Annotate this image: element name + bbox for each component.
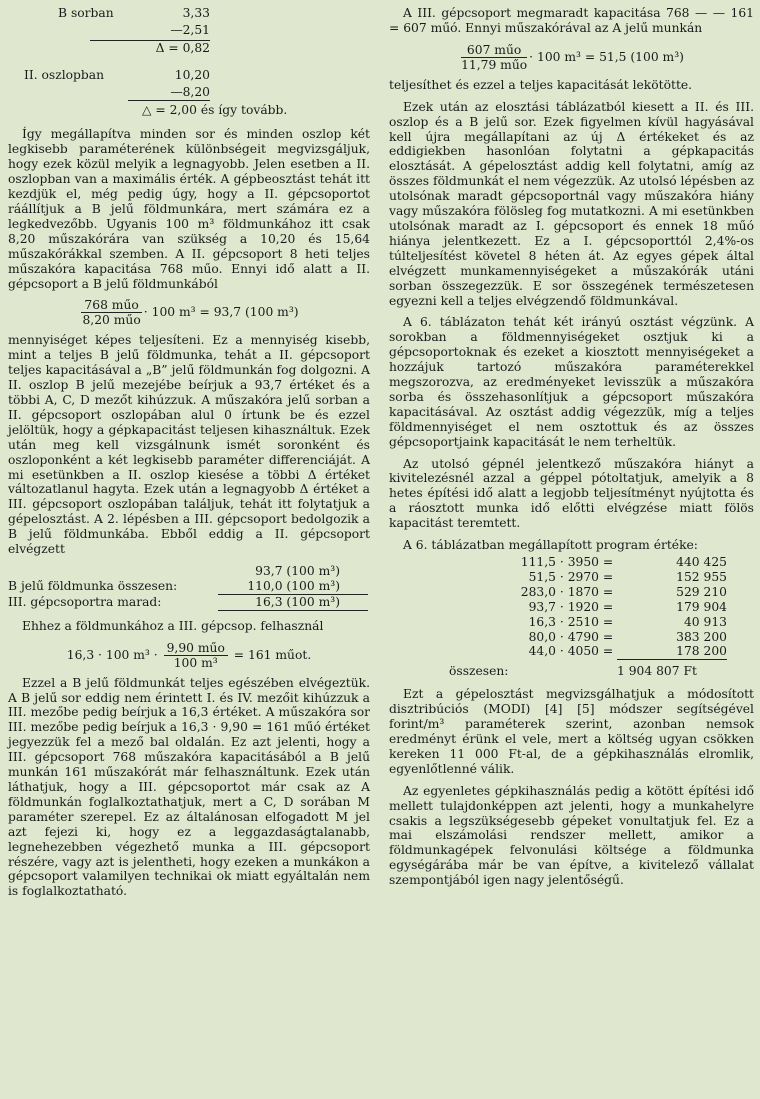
- paragraph: Az utolsó gépnél jelentkező műszakóra hiányt a kivitelezésnél azzal a géppel pótoltatjuk, amelyik a 8 hetes építési idő alatt a legjobb teljesítményt nyújtotta és a ráosztott munka idő előtti elvégzése miatt fölös kapacitást teremtett.: [389, 456, 754, 531]
- equation-rest: · 100 m³ = 51,5 (100 m³): [529, 49, 684, 64]
- fraction: [461, 43, 527, 72]
- calc-value: 10,20: [174, 67, 210, 82]
- program-row: 80,0 · 4790 = 383 200: [389, 630, 754, 645]
- calc-label: B sorban: [58, 6, 114, 20]
- program-row: 51,5 · 2970 = 152 955: [389, 570, 754, 585]
- paragraph: Ezt a gépelosztást megvizsgálhatjuk a módosított disztribúciós (MODI) [4] [5] módszer segítségével forint/m³ paraméterek szerint, azonban nemsok eredményt érünk el vele, mert a költség ugyan csökken kereken 11 000 Ft-al, de a gépkihasználás elromlik, egyenlőtlenné válik.: [389, 687, 754, 776]
- program-expr: 16,3 · 2510: [528, 614, 599, 629]
- program-row: 111,5 · 3950 = 440 425: [389, 555, 754, 570]
- numerator: 9,90 műo: [164, 641, 228, 656]
- program-row: 283,0 · 1870 = 529 210: [389, 585, 754, 600]
- paragraph: Ezek után az elosztási táblázatból kiesett a II. és III. oszlop és a B jelű sor. Ezek figyelmen kívül hagyásával kell újra megállapítani az új Δ értékeket és az eddigiekben hasonlóan folytatni a gépkapacitás elosztását. A gépelosztást addig kell folytatni, amíg az összes földmunkát el nem végezzük. Az utolsó lépésben az utolsónak maradt gépcsoportnál vagy műszakóra hiány vagy műszakóra fölösleg fog mutatkozni. A mi esetünkben utolsónak maradt az I. gépcsoport és ennek 18 műó hiánya jelentkezett. Ez a I. gépcsoporttól 2,4%-os túlteljesítést követel 8 héten át. Az egyes gépek által elvégzett munkamennyiségeket a műszakórák utáni sorban összegezzük. E sor összegének természetesen egyezni kell a teljes elvégzendő földmunkával.: [389, 99, 754, 308]
- calc-value: 3,33: [182, 6, 210, 20]
- program-expr: 283,0 · 1870: [520, 584, 599, 599]
- program-value: 40 913: [683, 614, 727, 629]
- program-value: 383 200: [676, 629, 727, 644]
- paragraph: A III. gépcsoport megmaradt kapacitása 768 — — 161 = 607 műó. Ennyi műszakórával az A jelű munkán: [389, 6, 754, 35]
- sum-value: 93,7 (100 m³): [255, 564, 340, 578]
- paragraph: Ezzel a B jelű földmunkát teljes egészében elvégeztük. A B jelű sor eddig nem érintett I. és IV. mezőit kihúzzuk a III. mezőbe pedig beírjuk a 16,3 értéket. A műszakóra sor III. mezőbe pedig beírjuk a 16,3 · 9,90 = 161 műó értéket jegyezzük fel a mező bal oldalán. Ez azt jelenti, hogy a III. gépcsoport 768 műszakóra kapacitásából a B jelű munkán 161 műszakórát már felhasználtunk. Ezek után láthatjuk, hogy a III. gépcsoportot már csak az A földmunkán foglalkoztathatjuk, mert a C, D sorában M paraméter szerepel. Ez az általánosan elfogadott M jel azt fejezi ki, hogy ez a leggazdaságtalanabb, legnehezebben végezhető munka a III. gépcsoport részére, vagy azt is jelentheti, hogy ezeken a munkákon a gépcsoport valamilyen technikai ok miatt egyáltalán nem is foglalkoztatható.: [8, 675, 370, 899]
- equation-prefix: 16,3 · 100 m³ ·: [66, 647, 158, 662]
- calc-value: —8,20: [128, 85, 210, 101]
- program-row: 16,3 · 2510 = 40 913: [389, 615, 754, 630]
- program-value: 152 955: [676, 569, 727, 584]
- paragraph: teljesíthet és ezzel a teljes kapacitását lekötötte.: [389, 77, 693, 92]
- right-column: [389, 6, 754, 895]
- paragraph: A 6. táblázaton tehát két irányú osztást végzünk. A sorokban a földmennyiségeket osztjuk ki a gépcsoportoknak és ezeket a kiosztott mennyiségeket a hozzájuk tartozó műszakóra paraméterekkel megszorozva, az eredményeket levisszük a műszakóra sorba és összehasonlítjuk a gépcsoport műszakóra kapacitásával. Az osztást addig végezzük, míg a teljes földmennyiséget el nem osztottuk és az összes gépcsoportjaink kapacitását le nem terheltük.: [389, 315, 754, 449]
- program-value: 529 210: [676, 584, 727, 599]
- program-value: 179 904: [676, 599, 727, 614]
- equation: [8, 641, 370, 670]
- numerator: 768 műo: [81, 298, 141, 313]
- paragraph: Az egyenletes gépkihasználás pedig a kötött építési idő mellett tulajdonképpen azt jelenti, hogy a munkahelyre csakis a legszükségesebb gépeket vonultatjuk fel. Ez a mai elszámolási rendszer mellett, amikor a földmunkagépek felvonulási költsége a földmunka egységárába már be van építve, a kivitelező vállalat szempontjából igen nagy jelentőségű.: [389, 783, 754, 888]
- program-total: [389, 664, 754, 679]
- program-expr: 93,7 · 1920: [528, 599, 599, 614]
- total-value: 1 904 807 Ft: [617, 664, 697, 679]
- calc-label: II. oszlopban: [24, 67, 105, 82]
- calc-delta: △ = 2,00 és így tovább.: [142, 102, 288, 117]
- sum-label: B jelű földmunka összesen:: [8, 578, 178, 593]
- program-row: 93,7 · 1920 = 179 904: [389, 600, 754, 615]
- denominator: 100 m³: [173, 655, 218, 670]
- calc-ii-column: [8, 68, 370, 118]
- equation: [8, 298, 370, 327]
- denominator: 8,20 műo: [82, 313, 141, 328]
- fraction: [81, 298, 141, 327]
- calc-value: —2,51: [170, 22, 210, 37]
- program-expr: 111,5 · 3950: [520, 555, 599, 569]
- program-row: 44,0 · 4050 = 178 200: [389, 644, 754, 660]
- paragraph: Ehhez a földmunkához a III. gépcsop. felhasznál: [22, 618, 324, 633]
- program-value: 440 425: [676, 555, 727, 569]
- calc-delta: Δ = 0,82: [90, 40, 210, 56]
- sum-table: [8, 564, 370, 611]
- program-expr: 80,0 · 4790: [528, 629, 599, 644]
- fraction: [164, 641, 228, 670]
- numerator: 607 műo: [461, 43, 527, 58]
- sum-value: 110,0 (100 m³): [218, 579, 368, 595]
- program-expr: 51,5 · 2970: [528, 569, 599, 584]
- program-expr: 44,0 · 4050: [528, 644, 599, 659]
- paragraph: Így megállapítva minden sor és minden oszlop két legkisebb paraméterének különbségeit megvizsgáljuk, hogy ezek közül melyik a legnagyobb. Jelen esetben a II. oszlopban van a maximális érték. A gépbeosztást tehát itt kezdjük el, még pedig úgy, hogy a II. gépcsoportot ráállítjuk a B jelű földmunkára, mert számára ez a legkedvezőbb. Ugyanis 100 m³ földmunkához itt csak 8,20 műszakórára van szükség a 10,20 és 15,64 műszakórákkal szemben. A II. gépcsoport 8 heti teljes műszakóra kapacitása 768 műo. Ennyi idő alatt a II. gépcsoport a B jelű földmunkából: [8, 127, 370, 291]
- program-value-table: [389, 555, 754, 679]
- equation-rest: = 161 műot.: [233, 647, 312, 662]
- sum-label: III. gépcsoportra marad:: [8, 594, 162, 609]
- paragraph: mennyiséget képes teljesíteni. Ez a mennyiség kisebb, mint a teljes B jelű földmunka, tehát a II. gépcsoport teljes kapacitásával a „B” jelű földmunkán fog dolgozni. A II. oszlop B jelű mezejébe beírjuk a 93,7 értéket és a többi A, C, D mezőt kihúzzuk. A műszakóra jelű sorban a II. gépcsoport oszlopában alul 0 írtunk be és ezzel jelöltük, hogy a gépkapacitást teljesen kihasználtuk. Ezek után meg kell vizsgálnunk ismét soronként és oszloponként a két legkisebb paraméter differenciáját. A mi esetünkben a II. oszlop kiesése a többi Δ értéket változatlanul hagyta. Ezek után a legnagyobb Δ értéket a III. gépcsoport oszlopában találjuk, tehát itt folytatjuk a gépelosztást. A 2. lépésben a III. gépcsoport bedolgozik a B jelű földmunkába. Ebből eddig a II. gépcsoport elvégzett: [8, 333, 370, 557]
- equation-rest: · 100 m³ = 93,7 (100 m³): [143, 305, 299, 320]
- left-column: [8, 6, 370, 906]
- program-value: 178 200: [617, 644, 727, 660]
- equation: [389, 43, 754, 72]
- denominator: 11,79 műo: [461, 57, 528, 72]
- sum-value: 16,3 (100 m³): [218, 595, 368, 611]
- total-label: összesen:: [449, 664, 509, 679]
- paragraph: A 6. táblázatban megállapított program értéke:: [403, 538, 698, 553]
- calc-b-row: [8, 6, 370, 56]
